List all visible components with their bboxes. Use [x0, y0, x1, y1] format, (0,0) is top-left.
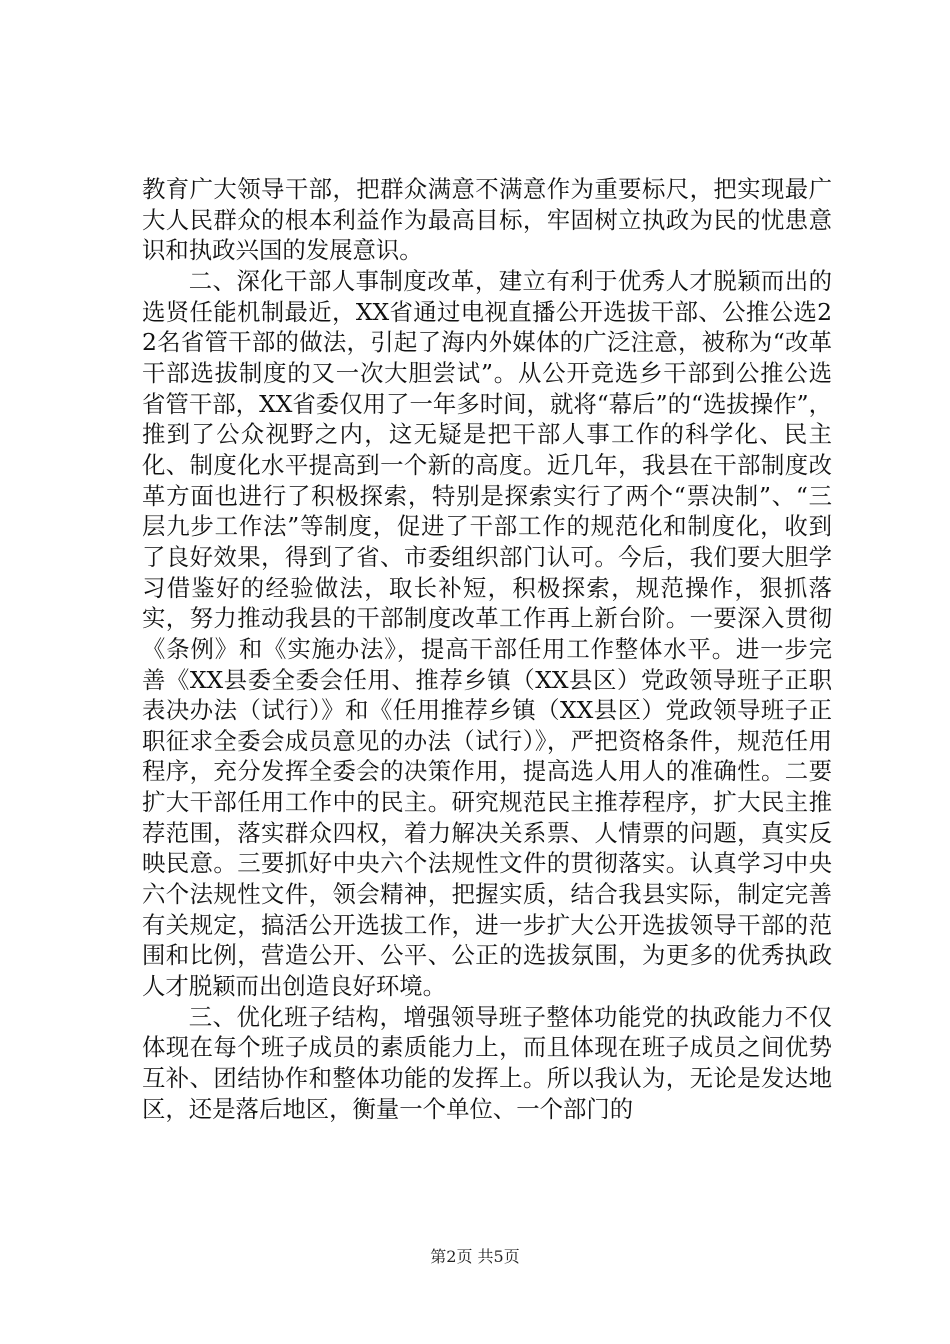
paragraph-continuation: 教育广大领导干部，把群众满意不满意作为重要标尺，把实现最广大人民群众的根本利益作为最高目标，牢固树立执政为民的忧患意识和执政兴国的发展意识。: [142, 175, 832, 265]
document-body: [142, 174, 832, 1124]
paragraph-section-three: 三、优化班子结构，增强领导班子整体功能党的执政能力不仅体现在每个班子成员的素质能力上，而且体现在班子成员之间优势互补、团结协作和整体功能的发挥上。所以我认为，无论是发达地区，还是落后地区，衡量一个单位、一个部门的: [142, 1002, 832, 1123]
page-footer: 第2页 共5页: [430, 1247, 520, 1266]
paragraph-section-two: 二、深化干部人事制度改革，建立有利于优秀人才脱颖而出的选贤任能机制最近，XX省通过电视直播公开选拔干部、公推公选22名省管干部的做法，引起了海内外媒体的广泛注意，被称为“改革干部选拔制度的又一次大胆尝试”。从公开竞选乡干部到公推公选省管干部，XX省委仅用了一年多时间，就将“幕后”的“选拔操作”，推到了公众视野之内，这无疑是把干部人事工作的科学化、民主化、制度化水平提高到一个新的高度。近几年，我县在干部制度改革方面也进行了积极探索，特别是探索实行了两个“票决制”、“三层九步工作法”等制度，促进了干部工作的规范化和制度化，收到了良好效果，得到了省、市委组织部门认可。今后，我们要大胆学习借鉴好的经验做法，取长补短，积极探索，规范操作，狠抓落实，努力推动我县的干部制度改革工作再上新台阶。一要深入贯彻《条例》和《实施办法》，提高干部任用工作整体水平。进一步完善《XX县委全委会任用、推荐乡镇（XX县区）党政领导班子正职表决办法（试行）》和《任用推荐乡镇（XX县区）党政领导班子正职征求全委会成员意见的办法（试行）》，严把资格条件，规范任用程序，充分发挥全委会的决策作用，提高选人用人的准确性。二要扩大干部任用工作中的民主。研究规范民主推荐程序，扩大民主推荐范围，落实群众四权，着力解决关系票、人情票的问题，真实反映民意。三要抓好中央六个法规性文件的贯彻落实。认真学习中央六个法规性文件，领会精神，把握实质，结合我县实际，制定完善有关规定，搞活公开选拔工作，进一步扩大公开选拔领导干部的范围和比例，营造公开、公平、公正的选拔氛围，为更多的优秀执政人才脱颖而出创造良好环境。: [142, 266, 832, 1001]
